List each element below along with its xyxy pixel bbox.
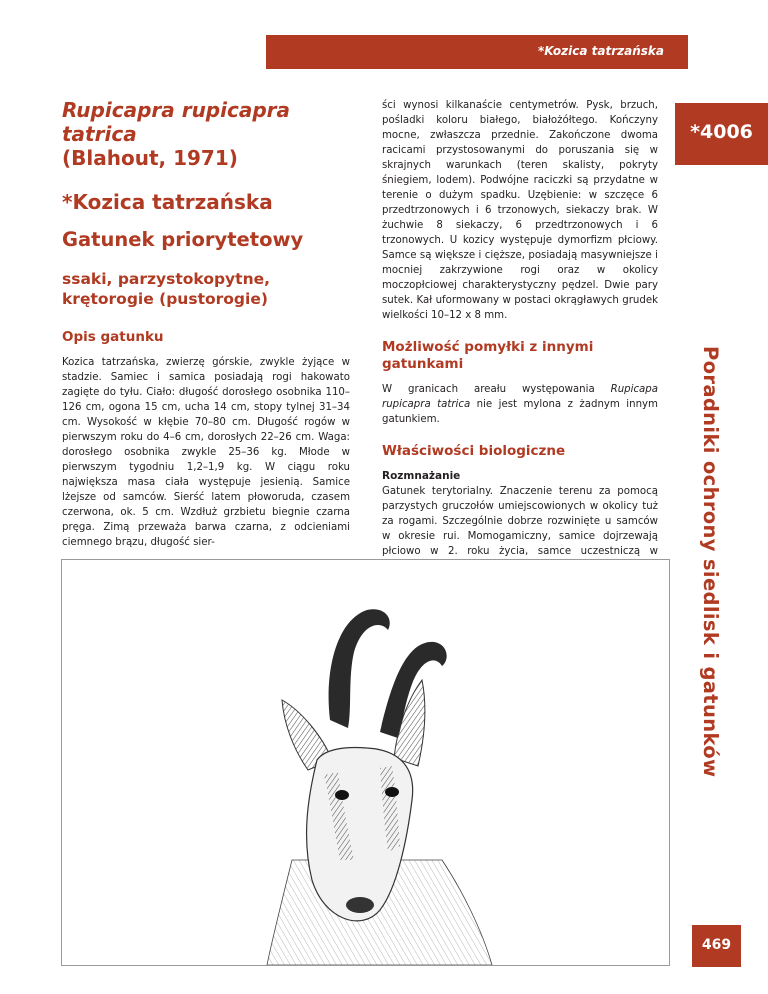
description-continuation: ści wynosi kilkanaście centymetrów. Pysk, brzuch, pośladki koloru białego, białożółtego. Kończyny mocne, zwłaszcza przednie. Zakończone dwoma racicami przystosowanymi do poruszania się w skrajnych warunkach (teren skalisty, pokryty śniegiem, lodem). Podwójne raciczki są przydatne w terenie o dużym spadku. Uzębienie: w szczęce 6 przedtrzonowych i 6 trzonowych, siekaczy brak. W żuchwie 8 siekaczy, 6 przedtrzonowych i 6 trzonowych. U kozicy występuje dymorfizm płciowy. Samce są większe i cięższe, posiadają masywniejsze i mocniej zakrzywione rogi oraz w okolicy moczopłciowej charakterystyczny pędzel. Dwie pary sutek. Kał uformowany w postaci okrągławych grudek wielkości 10–12 x 8 mm. [382,100,658,321]
running-header-bar [266,35,688,69]
species-author: (Blahout, 1971) [62,146,238,170]
page-number-box [692,925,741,967]
description-heading: Opis gatunku [62,329,164,345]
reproduction-text: Gatunek terytorialny. Znaczenie terenu za pomocą parzystych gruczołów umiejscowionych w okolicy tuż za rogami. Szczególnie dobrze rozwinięte u samców w okresie rui. Momogamiczny, samice dojrzewają płciowo w 2. roku życia, samce uczestniczą w [382,486,658,557]
scientific-name-line2: tatrica [62,122,137,146]
habitat-code-tab [675,103,768,165]
confusion-text-after: nie jest mylona z żadnym innym gatunkiem. [382,399,658,425]
left-column [62,98,350,550]
page-number: 469 [701,937,732,953]
chamois-head-icon [62,560,669,965]
reproduction-heading: Rozmnażanie [382,470,461,482]
priority-label: Gatunek priorytetowy [62,228,304,251]
habitat-code: *4006 [690,121,753,143]
series-title-vertical: Poradniki ochrony siedlisk i gatunków [699,346,722,778]
scientific-name-line1: Rupicapra rupicapra [62,98,291,122]
confusion-species-name: Rupicapa rupicapra tatrica [382,384,658,410]
description-text: Kozica tatrzańska, zwierzę górskie, zwykle żyjące w stadzie. Samiec i samica posiadają rogi hakowato zagięte do tyłu. Ciało: długość dorosłego osobnika 110–126 cm, ogona 15 cm, ucha 14 cm, stopy tylnej 31–34 cm. Wysokość w kłębie 70–80 cm. Długość rogów w pierwszym roku do 4–6 cm, dorosłych 22–26 cm. Waga: dorosłego osobnika zwykle 25–36 kg. Młode w pierwszym tygodniu 1,2–1,9 kg. W ciągu roku największa masa ciała występuje jesienią. Samice lżejsze od samców. Sierść latem płoworuda, czasem czerwona, ok. 5 cm. Wzdłuż grzbietu biegnie czarna pręga. Zimą przeważa barwa czarna, z odcieniami ciemnego brązu, długość sier- [62,357,350,548]
biology-heading: Właściwości biologiczne [382,443,566,459]
classification-line2: krętorogie (pustorogie) [62,290,268,308]
confusion-text [382,382,658,427]
right-column [382,98,658,574]
confusion-heading: Możliwość pomyłki z innymi gatunkami [382,339,594,372]
common-name: *Kozica tatrzańska [62,190,273,214]
classification [62,269,350,309]
running-header-title: *Kozica tatrzańska [538,44,664,58]
chamois-illustration [61,559,670,966]
confusion-text-before: W granicach areału występowania [382,384,611,395]
classification-line1: ssaki, parzystokopytne, [62,270,271,288]
